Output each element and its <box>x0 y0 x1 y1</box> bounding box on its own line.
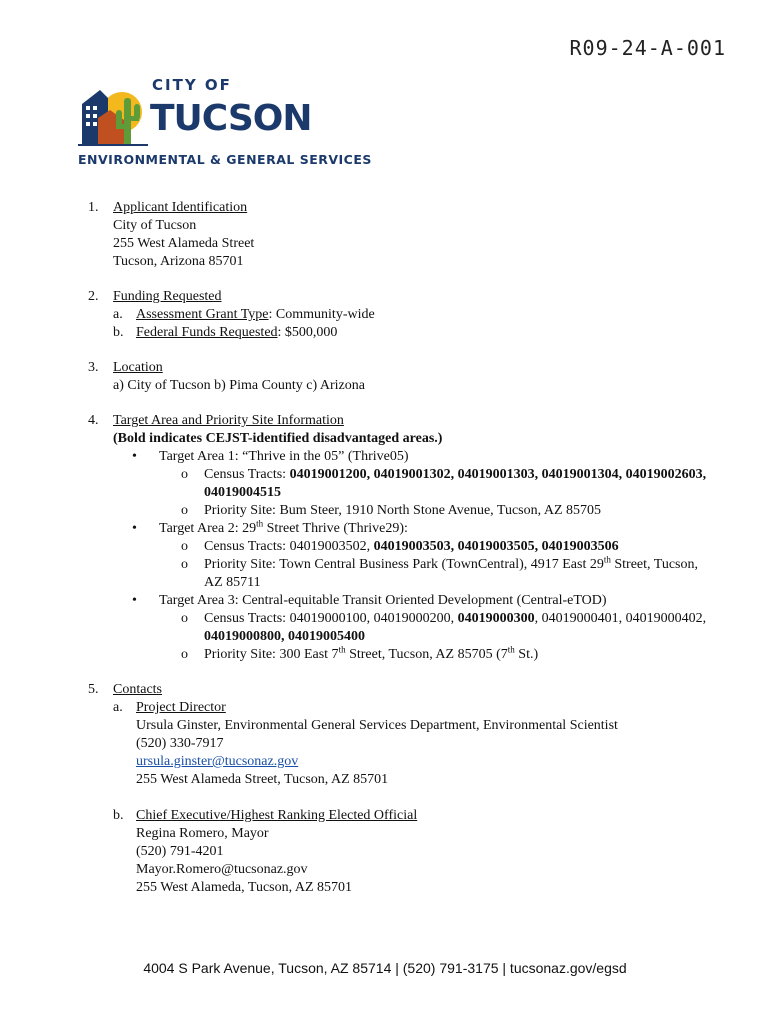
circle-bullet-icon: o <box>181 611 188 626</box>
contact-heading: Project Director <box>136 700 226 715</box>
circle-bullet-icon: o <box>181 467 188 482</box>
funding-item <box>113 324 708 342</box>
applicant-line: City of Tucson <box>113 218 197 233</box>
contact-address: 255 West Alameda, Tucson, AZ 85701 <box>136 880 353 895</box>
census-tracts: o Census Tracts: 04019003502, 04019003503, 04019003505, 04019003506 <box>181 539 619 554</box>
section-number: 2. <box>88 289 99 304</box>
item-label: Federal Funds Requested <box>136 325 278 340</box>
bullet-icon: • <box>132 593 137 608</box>
contact-phone: (520) 330-7917 <box>136 736 224 751</box>
target-area-3: • Target Area 3: Central-equitable Transit Oriented Development (Central-eTOD) <box>132 593 607 608</box>
contact-heading: Chief Executive/Highest Ranking Elected Official <box>136 808 418 823</box>
item-letter: a. <box>113 307 123 322</box>
contact-email-link[interactable]: ursula.ginster@tucsonaz.gov <box>136 754 299 769</box>
section-number: 4. <box>88 413 99 428</box>
contact-email: Mayor.Romero@tucsonaz.gov <box>136 862 308 877</box>
section-funding-requested <box>88 288 708 342</box>
bold-note: (Bold indicates CEJST-identified disadvantaged areas.) <box>113 431 443 446</box>
contact-address: 255 West Alameda Street, Tucson, AZ 85701 <box>136 772 389 787</box>
priority-site: o Priority Site: 300 East 7th Street, Tucson, AZ 85705 (7th St.) <box>181 644 539 662</box>
logo-city-of: CITY OF <box>152 76 232 94</box>
section-title: Contacts <box>113 682 162 697</box>
contact-name: Ursula Ginster, Environmental General Services Department, Environmental Scientist <box>136 718 618 733</box>
circle-bullet-icon: o <box>181 539 188 554</box>
item-letter: a. <box>113 700 123 715</box>
census-tracts: o Census Tracts: 04019001200, 04019001302, 04019001303, 04019001304, 04019002603, 04019004515 <box>181 467 707 500</box>
location-text: a) City of Tucson b) Pima County c) Arizona <box>113 378 365 393</box>
section-applicant-identification <box>88 199 708 271</box>
section-contacts <box>88 681 708 897</box>
circle-bullet-icon: o <box>181 503 188 518</box>
circle-bullet-icon: o <box>181 557 188 572</box>
priority-site: o Priority Site: Town Central Business Park (TownCentral), 4917 East 29th Street, Tucson, AZ 85711 <box>181 554 698 590</box>
applicant-line: 255 West Alameda Street <box>113 236 255 251</box>
target-area-label: Target Area 1: “Thrive in the 05” (Thrive05) <box>159 449 409 464</box>
census-tracts: o Census Tracts: 04019000100, 04019000200, 04019000300, 04019000401, 04019000402, 04019000800, 04019005400 <box>181 611 707 644</box>
logo-department: ENVIRONMENTAL & GENERAL SERVICES <box>78 152 372 167</box>
section-number: 5. <box>88 682 99 697</box>
target-area-2: • Target Area 2: 29th Street Thrive (Thrive29): <box>132 518 408 536</box>
item-value: : $500,000 <box>277 325 338 340</box>
section-title: Funding Requested <box>113 289 222 304</box>
applicant-line: Tucson, Arizona 85701 <box>113 254 244 269</box>
section-title: Target Area and Priority Site Information <box>113 413 344 428</box>
city-of-tucson-logo <box>78 72 378 172</box>
bullet-icon: • <box>132 521 137 536</box>
contact-project-director <box>113 699 708 789</box>
item-value: : Community-wide <box>268 307 375 322</box>
document-id: R09-24-A-001 <box>569 36 726 60</box>
item-label: Assessment Grant Type <box>136 307 269 322</box>
contact-chief-executive <box>113 807 708 897</box>
item-letter: b. <box>113 808 124 823</box>
section-title: Location <box>113 360 163 375</box>
item-letter: b. <box>113 325 124 340</box>
bullet-icon: • <box>132 449 137 464</box>
document-body <box>88 199 708 914</box>
section-location <box>88 359 708 395</box>
contact-phone: (520) 791-4201 <box>136 844 224 859</box>
section-number: 3. <box>88 360 99 375</box>
section-target-area <box>88 412 708 664</box>
funding-item <box>113 306 708 324</box>
tucson-emblem-icon <box>78 76 148 146</box>
priority-site: o Priority Site: Bum Steer, 1910 North Stone Avenue, Tucson, AZ 85705 <box>181 503 602 518</box>
logo-tucson: TUCSON <box>150 98 312 139</box>
target-area-1 <box>113 448 708 466</box>
circle-bullet-icon: o <box>181 647 188 662</box>
section-number: 1. <box>88 200 99 215</box>
page-footer: 4004 S Park Avenue, Tucson, AZ 85714 | (520) 791-3175 | tucsonaz.gov/egsd <box>143 960 627 976</box>
section-title: Applicant Identification <box>113 200 248 215</box>
contact-name: Regina Romero, Mayor <box>136 826 269 841</box>
